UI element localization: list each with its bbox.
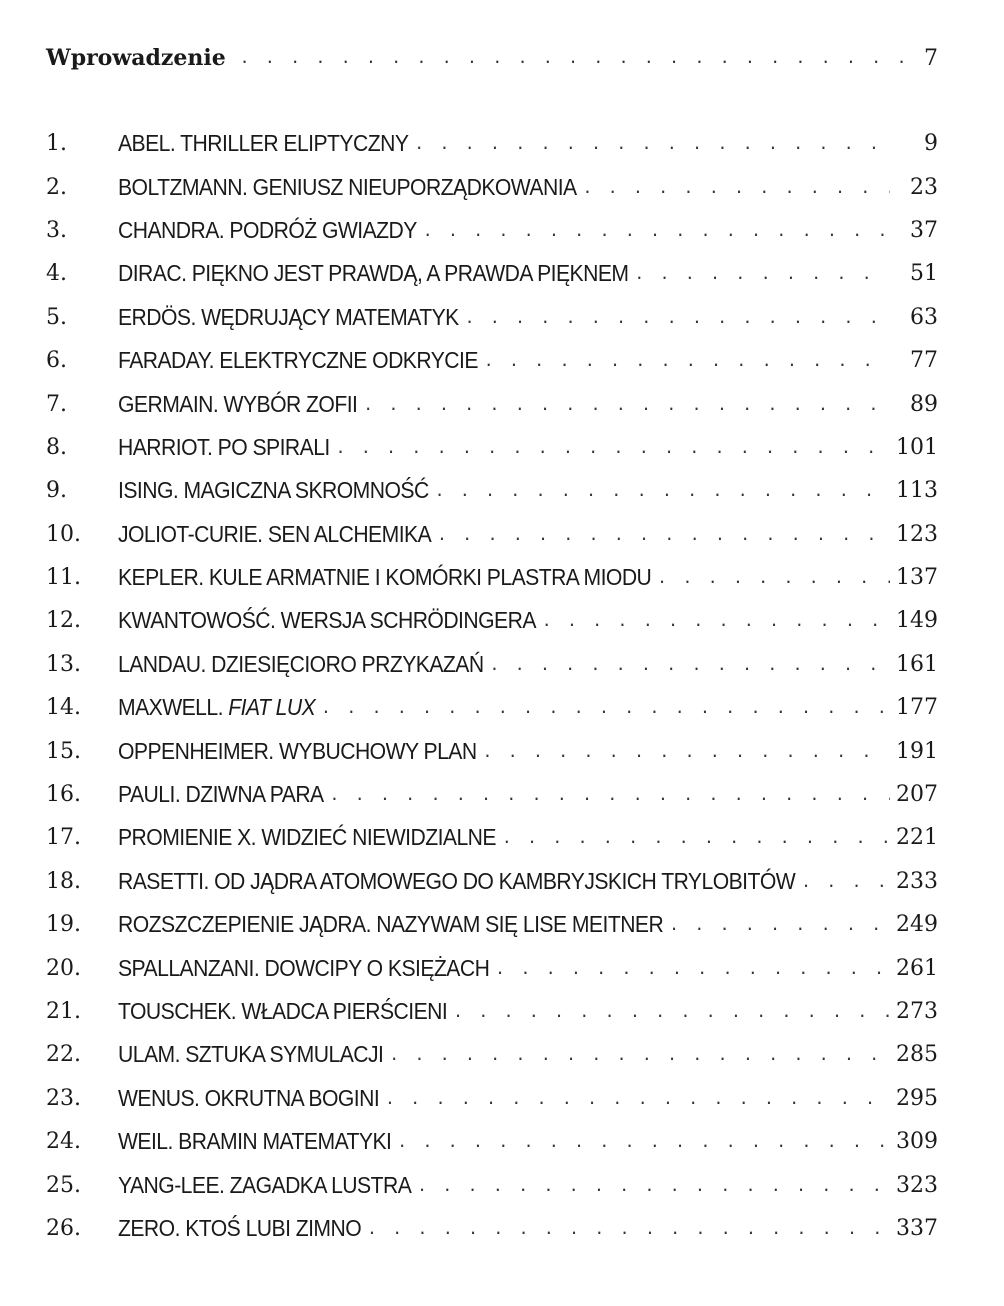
chapter-title: GERMAIN. WYBÓR ZOFII: [118, 390, 358, 417]
chapter-page-number: 273: [896, 999, 938, 1024]
chapter-title: ABEL. THRILLER ELIPTYCZNY: [118, 130, 409, 157]
chapter-number: 15.: [46, 738, 81, 764]
chapter-title: ISING. MAGICZNA SKROMNOŚĆ: [118, 477, 429, 504]
chapter-title: KEPLER. KULE ARMATNIE I KOMÓRKI PLASTRA MIODU: [118, 564, 652, 591]
toc-entry[interactable]: [46, 122, 938, 165]
chapter-title: SPALLANZANI. DOWCIPY O KSIĘŻACH: [118, 954, 490, 981]
dot-leader: [435, 481, 890, 500]
toc-entry[interactable]: [46, 252, 938, 295]
chapter-title: YANG-LEE. ZAGADKA LUSTRA: [118, 1171, 412, 1198]
chapter-page-number: 113: [896, 478, 938, 504]
dot-leader: [657, 568, 890, 587]
toc-entry-introduction[interactable]: [46, 38, 938, 78]
chapter-page-number: 285: [896, 1042, 938, 1068]
chapter-page-number: 63: [910, 304, 938, 330]
chapter-title: WENUS. OKRUTNA BOGINI: [118, 1084, 380, 1111]
chapter-number: 22.: [46, 1042, 81, 1068]
dot-leader: [336, 438, 890, 457]
toc-entry[interactable]: [46, 1120, 938, 1163]
toc-entry[interactable]: [46, 599, 938, 642]
toc-entry[interactable]: [46, 773, 938, 816]
dot-leader: [453, 1002, 890, 1021]
toc-entry[interactable]: [46, 426, 938, 469]
chapter-title: CHANDRA. PODRÓŻ GWIAZDY: [118, 216, 417, 243]
chapter-page-number: 191: [896, 738, 938, 764]
chapter-number: 7.: [46, 391, 67, 417]
chapter-page-number: 9: [924, 131, 938, 157]
toc-entry[interactable]: [46, 469, 938, 512]
chapter-title: FARADAY. ELEKTRYCZNE ODKRYCIE: [118, 347, 478, 374]
chapter-page-number: 51: [910, 261, 938, 287]
chapter-number: 21.: [46, 999, 81, 1024]
toc-entry[interactable]: [46, 1033, 938, 1076]
toc-entry[interactable]: [46, 165, 938, 208]
toc-entry[interactable]: [46, 990, 938, 1033]
chapter-page-number: 323: [896, 1172, 938, 1198]
chapter-number: 5.: [46, 304, 67, 330]
toc-entry[interactable]: [46, 903, 938, 946]
chapter-number: 18.: [46, 868, 81, 894]
chapter-page-number: 221: [896, 825, 938, 851]
chapter-number: 24.: [46, 1129, 81, 1155]
chapter-page-number: 207: [896, 782, 938, 808]
toc-entry[interactable]: [46, 1207, 938, 1250]
dot-leader: [397, 1132, 890, 1151]
dot-leader: [363, 395, 890, 414]
chapter-number: 3.: [46, 217, 67, 243]
dot-leader: [484, 351, 890, 370]
toc-entry[interactable]: [46, 382, 938, 425]
dot-leader: [423, 221, 890, 240]
chapter-number: 8.: [46, 434, 67, 460]
toc-entry[interactable]: [46, 1163, 938, 1206]
chapter-title: LANDAU. DZIESIĘCIORO PRZYKAZAŃ: [118, 650, 484, 677]
dot-leader: [483, 742, 890, 761]
chapter-number: 1.: [46, 131, 67, 157]
chapter-title: ROZSZCZEPIENIE JĄDRA. NAZYWAM SIĘ LISE MEITNER: [118, 911, 664, 938]
toc-entry[interactable]: [46, 209, 938, 252]
chapter-page-number: 89: [910, 391, 938, 417]
chapter-title: BOLTZMANN. GENIUSZ NIEUPORZĄDKOWANIA: [118, 173, 577, 200]
toc-entry[interactable]: [46, 1077, 938, 1120]
dot-leader: [490, 655, 890, 674]
chapter-number: 23.: [46, 1085, 81, 1111]
toc-entry[interactable]: [46, 339, 938, 382]
dot-leader: [634, 264, 890, 283]
chapter-page-number: 101: [896, 434, 938, 460]
chapter-number: 11.: [46, 565, 81, 591]
chapter-number: 10.: [46, 521, 81, 547]
chapter-title-italic: FIAT LUX: [228, 694, 316, 721]
chapter-title: PAULI. DZIWNA PARA: [118, 781, 324, 808]
chapter-number: 13.: [46, 651, 81, 677]
chapter-number: 17.: [46, 825, 81, 851]
introduction-title: Wprowadzenie: [46, 45, 226, 71]
chapter-title: KWANTOWOŚĆ. WERSJA SCHRÖDINGERA: [118, 607, 536, 634]
dot-leader: [669, 915, 890, 934]
chapter-title: [118, 694, 316, 721]
chapter-number: 16.: [46, 782, 81, 808]
introduction-page-number: 7: [924, 46, 938, 71]
toc-entry[interactable]: [46, 729, 938, 772]
chapter-number: 2.: [46, 174, 67, 200]
chapter-number: 20.: [46, 955, 81, 981]
chapter-page-number: 177: [896, 695, 938, 721]
chapter-title: ERDÖS. WĘDRUJĄCY MATEMATYK: [118, 303, 459, 330]
dot-leader: [330, 785, 890, 804]
chapter-page-number: 161: [896, 651, 938, 677]
dot-leader: [321, 698, 890, 717]
chapter-title: HARRIOT. PO SPIRALI: [118, 433, 330, 460]
toc-entry[interactable]: [46, 556, 938, 599]
chapter-title: WEIL. BRAMIN MATEMATYKI: [118, 1128, 392, 1155]
toc-entry[interactable]: [46, 513, 938, 556]
chapter-title: PROMIENIE X. WIDZIEĆ NIEWIDZIALNE: [118, 824, 496, 851]
chapter-number: 19.: [46, 912, 81, 938]
chapter-title: RASETTI. OD JĄDRA ATOMOWEGO DO KAMBRYJSKICH TRYLOBITÓW: [118, 867, 796, 894]
dot-leader: [437, 525, 890, 544]
dot-leader: [385, 1089, 890, 1108]
toc-entry[interactable]: [46, 686, 938, 729]
toc-entry[interactable]: [46, 860, 938, 903]
dot-leader: [240, 38, 908, 78]
dot-leader: [583, 178, 890, 197]
toc-entry[interactable]: [46, 296, 938, 339]
toc-entry[interactable]: [46, 643, 938, 686]
chapter-number: 14.: [46, 695, 81, 721]
chapter-page-number: 249: [896, 912, 938, 938]
chapter-title: TOUSCHEK. WŁADCA PIERŚCIENI: [118, 998, 448, 1024]
chapter-number: 25.: [46, 1172, 81, 1198]
chapter-page-number: 37: [910, 217, 938, 243]
chapter-page-number: 233: [896, 868, 938, 894]
chapter-page-number: 137: [896, 565, 938, 591]
toc-entry[interactable]: [46, 946, 938, 989]
dot-leader: [801, 872, 890, 891]
dot-leader: [502, 828, 890, 847]
chapter-page-number: 309: [896, 1129, 938, 1155]
dot-leader: [495, 959, 890, 978]
dot-leader: [367, 1219, 890, 1238]
dot-leader: [389, 1045, 890, 1064]
chapter-list: [46, 122, 938, 1250]
chapter-title-prefix: MAXWELL.: [118, 694, 229, 721]
chapter-page-number: 337: [896, 1215, 938, 1241]
dot-leader: [417, 1176, 890, 1195]
chapter-number: 9.: [46, 478, 67, 504]
chapter-page-number: 23: [910, 174, 938, 200]
chapter-page-number: 123: [896, 521, 938, 547]
chapter-page-number: 149: [896, 608, 938, 634]
chapter-title: OPPENHEIMER. WYBUCHOWY PLAN: [118, 737, 477, 764]
chapter-page-number: 77: [910, 348, 938, 374]
chapter-number: 6.: [46, 348, 67, 374]
chapter-number: 26.: [46, 1215, 81, 1241]
chapter-title: JOLIOT-CURIE. SEN ALCHEMIKA: [118, 520, 432, 547]
chapter-title: ZERO. KTOŚ LUBI ZIMNO: [118, 1214, 362, 1241]
dot-leader: [414, 134, 890, 153]
chapter-title: ULAM. SZTUKA SYMULACJI: [118, 1041, 384, 1068]
chapter-page-number: 295: [896, 1085, 938, 1111]
chapter-number: 12.: [46, 608, 81, 634]
chapter-number: 4.: [46, 261, 67, 287]
dot-leader: [465, 308, 890, 327]
toc-entry[interactable]: [46, 816, 938, 859]
dot-leader: [542, 611, 890, 630]
chapter-page-number: 261: [896, 955, 938, 981]
chapter-title: DIRAC. PIĘKNO JEST PRAWDĄ, A PRAWDA PIĘKNEM: [118, 260, 629, 287]
